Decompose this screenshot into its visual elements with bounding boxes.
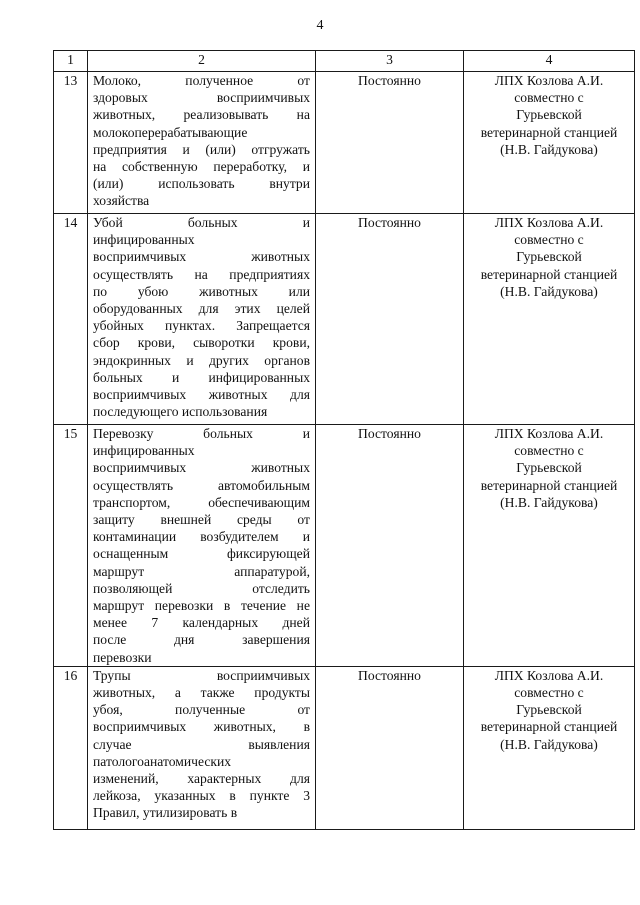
row-term: Постоянно <box>316 72 464 214</box>
description-line: маршрут аппаратурой, <box>93 563 310 579</box>
responsible-line: Гурьевской <box>516 702 582 718</box>
row-term: Постоянно <box>316 214 464 425</box>
description-line: менее 7 календарных дней <box>93 615 310 631</box>
row-description <box>88 214 316 425</box>
description-line: транспортом, обеспечивающим <box>93 494 310 510</box>
responsible-line: совместно с <box>514 443 584 459</box>
description-line: по убою животных или <box>93 283 310 299</box>
description-line: хозяйства <box>93 193 150 209</box>
description-line: восприимчивых животных <box>93 249 310 265</box>
description-line: Убой больных и <box>93 215 310 230</box>
description-line: молокоперерабатывающие <box>93 124 248 140</box>
responsible-line: совместно с <box>514 90 584 106</box>
description-line: осуществлять автомобильным <box>93 477 310 493</box>
responsible-line: совместно с <box>514 685 584 701</box>
description-line: (или) использовать внутри <box>93 176 310 192</box>
responsible-line: Гурьевской <box>516 249 582 265</box>
table-body <box>54 51 635 830</box>
description-line: восприимчивых животных <box>93 460 310 476</box>
measures-table <box>53 50 635 830</box>
description-line: маршрут перевозки в течение не <box>93 598 310 614</box>
table-row <box>54 666 635 829</box>
responsible-line: ЛПХ Козлова А.И. <box>494 667 604 683</box>
description-line: перевозки <box>93 649 152 665</box>
row-number: 15 <box>54 425 88 667</box>
description-line: изменений, характерных для <box>93 771 310 787</box>
row-number: 16 <box>54 666 88 829</box>
description-line: Перевозку больных и <box>93 426 310 441</box>
description-line: патологоанатомических <box>93 753 232 769</box>
responsible-line: совместно с <box>514 232 584 248</box>
row-term: Постоянно <box>316 666 464 829</box>
description-line: оборудованных для этих целей <box>93 301 310 317</box>
description-line: Молоко, полученное от <box>93 73 310 88</box>
responsible-line: Гурьевской <box>516 460 582 476</box>
description-line: восприимчивых животных для <box>93 387 310 403</box>
table-row <box>54 214 635 425</box>
header-col-3: 3 <box>316 51 464 72</box>
responsible-line: ветеринарной станцией <box>480 124 618 140</box>
description-line: контаминации возбудителем и <box>93 529 310 545</box>
description-line: инфицированных <box>93 443 195 459</box>
row-responsible <box>464 425 635 667</box>
responsible-line: ЛПХ Козлова А.И. <box>494 426 604 441</box>
row-term: Постоянно <box>316 425 464 667</box>
row-description <box>88 425 316 667</box>
row-responsible <box>464 72 635 214</box>
responsible-line: ветеринарной станцией <box>480 477 618 493</box>
row-description <box>88 666 316 829</box>
responsible-line: ЛПХ Козлова А.И. <box>494 73 604 88</box>
description-line: инфицированных <box>93 232 195 248</box>
description-line: защиту внешней среды от <box>93 512 310 528</box>
table-header-row <box>54 51 635 72</box>
header-col-2: 2 <box>88 51 316 72</box>
description-line: позволяющей отследить <box>93 580 310 596</box>
row-responsible <box>464 214 635 425</box>
description-line: на собственную переработку, и <box>93 159 310 175</box>
description-line: оснащенным фиксирующей <box>93 546 310 562</box>
row-description <box>88 72 316 214</box>
row-number: 14 <box>54 214 88 425</box>
description-line: восприимчивых животных, в <box>93 719 310 735</box>
description-line: убойных пунктах. Запрещается <box>93 318 310 334</box>
table-row <box>54 425 635 667</box>
responsible-line: (Н.В. Гайдукова) <box>500 283 598 299</box>
responsible-line: (Н.В. Гайдукова) <box>500 141 598 157</box>
header-col-4: 4 <box>464 51 635 72</box>
description-line: последующего использования <box>93 404 268 420</box>
responsible-line: Гурьевской <box>516 107 582 123</box>
table-row <box>54 72 635 214</box>
description-line: эндокринных и других органов <box>93 352 310 368</box>
description-line: убоя, полученные от <box>93 702 310 718</box>
responsible-line: ЛПХ Козлова А.И. <box>494 215 604 230</box>
responsible-line: ветеринарной станцией <box>480 266 618 282</box>
responsible-line: (Н.В. Гайдукова) <box>500 494 598 510</box>
description-line: Правил, утилизировать в <box>93 805 238 821</box>
description-line: случае выявления <box>93 736 310 752</box>
description-line: сбор крови, сыворотки крови, <box>93 335 310 351</box>
row-number: 13 <box>54 72 88 214</box>
description-line: животных, а также продукты <box>93 685 310 701</box>
description-line: предприятия и (или) отгружать <box>93 141 310 157</box>
description-line: лейкоза, указанных в пункте 3 <box>93 788 310 804</box>
description-line: здоровых восприимчивых <box>93 90 310 106</box>
description-line: после дня завершения <box>93 632 310 648</box>
description-line: Трупы восприимчивых <box>93 667 310 683</box>
row-responsible <box>464 666 635 829</box>
page-number: 4 <box>316 18 324 33</box>
header-col-1: 1 <box>54 51 88 72</box>
responsible-line: (Н.В. Гайдукова) <box>500 736 598 752</box>
responsible-line: ветеринарной станцией <box>480 719 618 735</box>
description-line: осуществлять на предприятиях <box>93 266 310 282</box>
description-line: больных и инфицированных <box>93 369 310 385</box>
description-line: животных, реализовывать на <box>93 107 310 123</box>
